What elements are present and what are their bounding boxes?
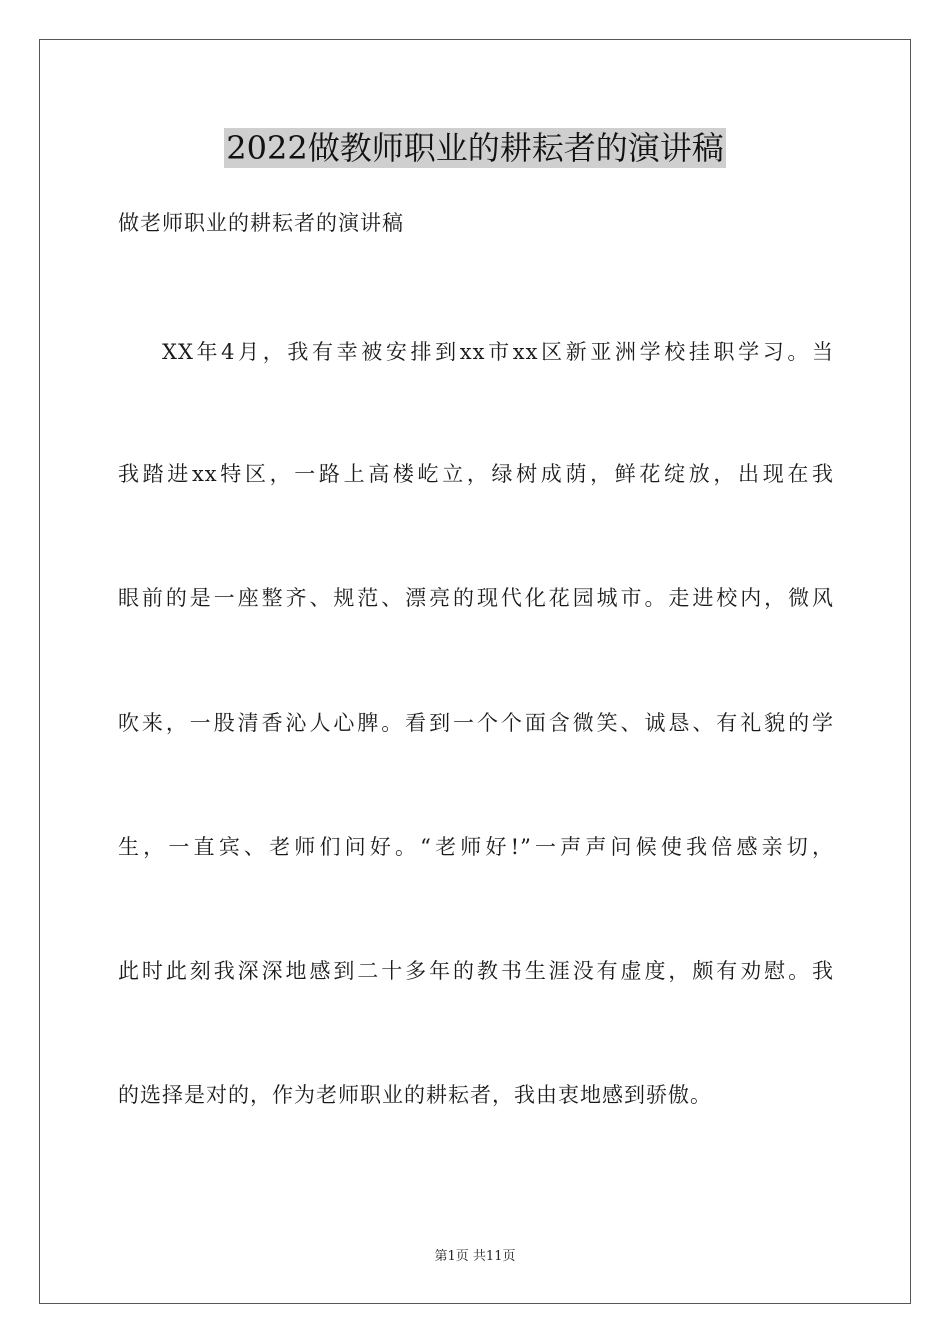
- page-number-footer: 第1页 共11页: [434, 1249, 516, 1264]
- paragraph-line: 的选择是对的，作为老师职业的耕耘者，我由衷地感到骄傲。: [118, 1083, 712, 1107]
- paragraph-line: 吹来，一股清香沁人心脾。看到一个个面含微笑、诚恳、有礼貌的学: [118, 711, 834, 735]
- paragraph-line: 此时此刻我深深地感到二十多年的教书生涯没有虚度，颇有劝慰。我: [118, 959, 834, 983]
- paragraph-line: XX年4月，我有幸被安排到xx市xx区新亚洲学校挂职学习。当: [162, 340, 834, 364]
- title-container: [0, 128, 950, 168]
- document-subtitle: 做老师职业的耕耘者的演讲稿: [118, 211, 404, 235]
- paragraph-line: 生，一直宾、老师们问好。“老师好!”一声声问候使我倍感亲切，: [118, 835, 834, 859]
- paragraph-line: 眼前的是一座整齐、规范、漂亮的现代化花园城市。走进校内，微风: [118, 586, 834, 610]
- paragraph-line: 我踏进xx特区，一路上高楼屹立，绿树成荫，鲜花绽放，出现在我: [118, 462, 834, 486]
- document-title: 2022做教师职业的耕耘者的演讲稿: [226, 129, 724, 167]
